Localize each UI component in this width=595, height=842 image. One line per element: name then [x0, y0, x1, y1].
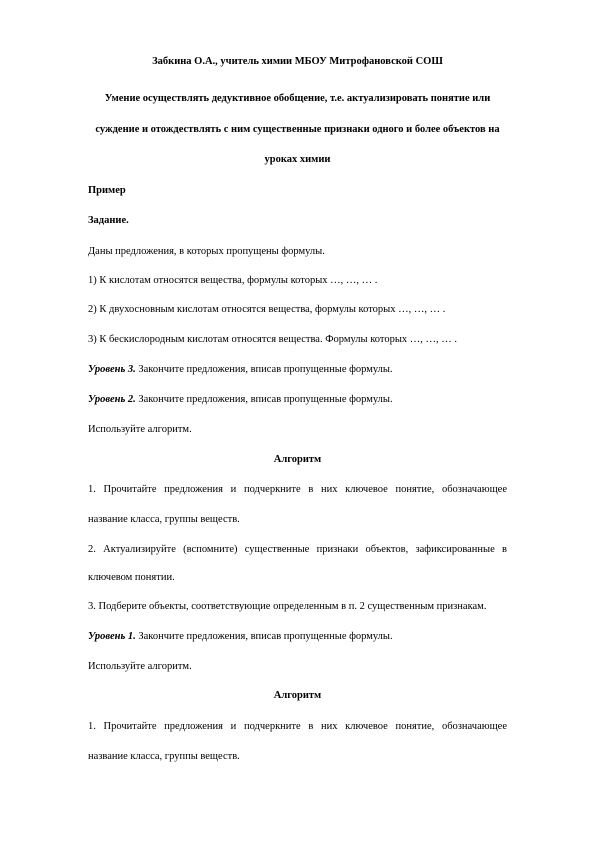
use-algorithm-2: Используйте алгоритм. — [88, 661, 192, 672]
algorithm-1-step-1-line-1: 1. Прочитайте предложения и подчеркните в них ключевое понятие, обозначающее — [88, 484, 507, 495]
author-line: Забкина О.А., учитель химии МБОУ Митрофановской СОШ — [152, 56, 443, 67]
task-label: Задание. — [88, 215, 129, 226]
algorithm-2-step-1-line-2: название класса, группы веществ. — [88, 751, 240, 762]
algorithm-1-step-2-line-2: ключевом понятии. — [88, 572, 175, 583]
level-3-instruction — [88, 365, 393, 376]
level-2-instruction — [88, 395, 393, 406]
level-2-text: Закончите предложения, вписав пропущенные формулы. — [135, 394, 393, 405]
sentence-3: 3) К бескислородным кислотам относятся вещества. Формулы которых …, …, … . — [88, 334, 458, 345]
sentence-1: 1) К кислотам относятся вещества, формулы которых …, …, … . — [88, 275, 378, 286]
algorithm-1-step-3: 3. Подберите объекты, соответствующие определенным в п. 2 существенным признакам. — [88, 601, 487, 612]
algorithm-heading-1: Алгоритм — [273, 454, 322, 465]
level-1-label: Уровень 1. — [88, 631, 136, 642]
level-3-label: Уровень 3. — [88, 364, 136, 375]
algorithm-1-step-1-line-2: название класса, группы веществ. — [88, 514, 240, 525]
title-line-3: уроках химии — [264, 154, 331, 165]
level-1-instruction — [88, 632, 393, 643]
use-algorithm-1: Используйте алгоритм. — [88, 424, 192, 435]
example-label: Пример — [88, 185, 126, 196]
level-2-label: Уровень 2. — [88, 394, 136, 405]
algorithm-heading-2: Алгоритм — [273, 690, 322, 701]
algorithm-2-step-1-line-1: 1. Прочитайте предложения и подчеркните в них ключевое понятие, обозначающее — [88, 721, 507, 732]
sentence-2: 2) К двухосновным кислотам относятся вещества, формулы которых …, …, … . — [88, 304, 446, 315]
title-line-1: Умение осуществлять дедуктивное обобщение, т.е. актуализировать понятие или — [104, 93, 491, 104]
title-line-2: суждение и отождествлять с ним существенные признаки одного и более объектов на — [95, 124, 500, 135]
algorithm-1-step-2-line-1: 2. Актуализируйте (вспомните) существенные признаки объектов, зафиксированные в — [88, 544, 507, 555]
task-intro: Даны предложения, в которых пропущены формулы. — [88, 246, 325, 257]
level-3-text: Закончите предложения, вписав пропущенные формулы. — [135, 364, 393, 375]
level-1-text: Закончите предложения, вписав пропущенные формулы. — [135, 631, 393, 642]
